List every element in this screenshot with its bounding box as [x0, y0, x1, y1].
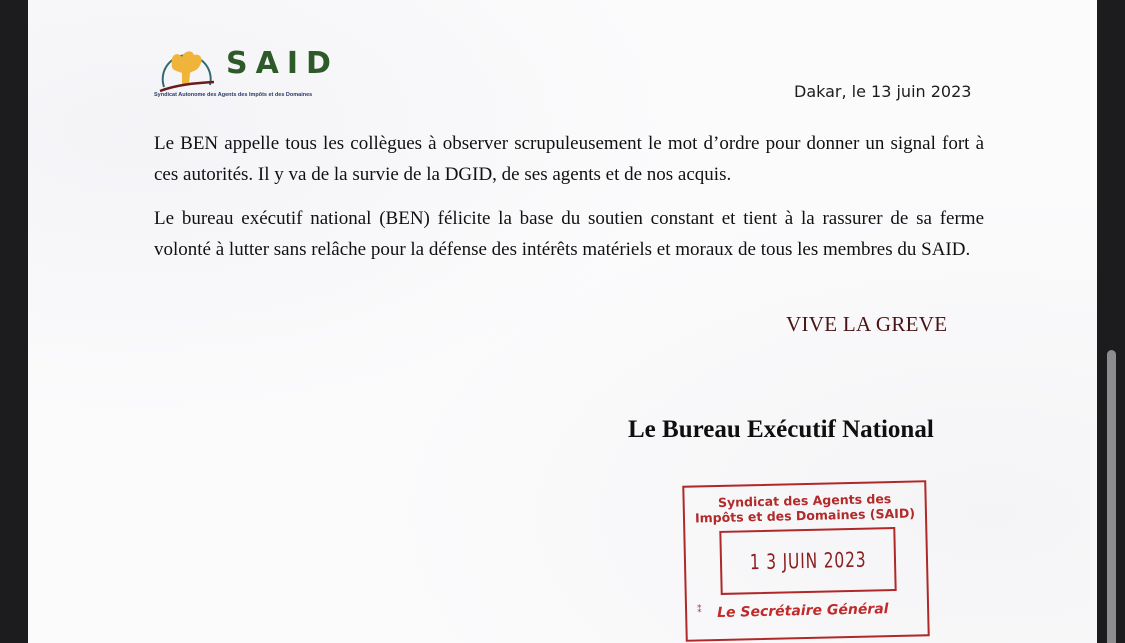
stamp-title: Le Secrétaire Général — [716, 601, 889, 622]
tree-emblem-icon — [158, 41, 214, 93]
signatory: Le Bureau Exécutif National — [628, 416, 934, 443]
slogan: VIVE LA GREVE — [786, 312, 948, 336]
official-stamp — [682, 480, 929, 641]
logo-subtitle: Syndicat Autonome des Agents des Impôts et des Domaines — [154, 92, 313, 98]
paragraph-support: Le bureau exécutif national (BEN) félicite la base du soutien constant et tient à la rassurer de sa ferme volonté à lutter sans relâche pour la défense des intérêts matériels et moraux de tous les membres du SAID. — [154, 208, 984, 260]
logo-name: SAID — [226, 46, 339, 81]
scrollbar-thumb[interactable] — [1107, 350, 1116, 643]
vertical-scrollbar[interactable] — [1097, 0, 1125, 643]
paragraph-call-to-action: Le BEN appelle tous les collègues à observer scrupuleusement le mot d’ordre pour donner un signal fort à ces autorités. Il y va de la survie de la DGID, de ses agents et de nos acquis. — [154, 133, 984, 185]
stamp-org-line1: Syndicat des Agents des — [717, 491, 892, 510]
stamp-org-line2: Impôts et des Domaines (SAID) — [694, 505, 916, 526]
stamp-mark-icon: ⁑ — [696, 605, 702, 616]
document-date: Dakar, le 13 juin 2023 — [794, 82, 972, 101]
said-logo — [154, 40, 354, 102]
stamp-date: 1 3 JUIN 2023 — [749, 547, 867, 575]
document-page — [28, 0, 1097, 643]
stamp-date-box — [719, 527, 896, 595]
stamp-organization — [684, 490, 925, 525]
